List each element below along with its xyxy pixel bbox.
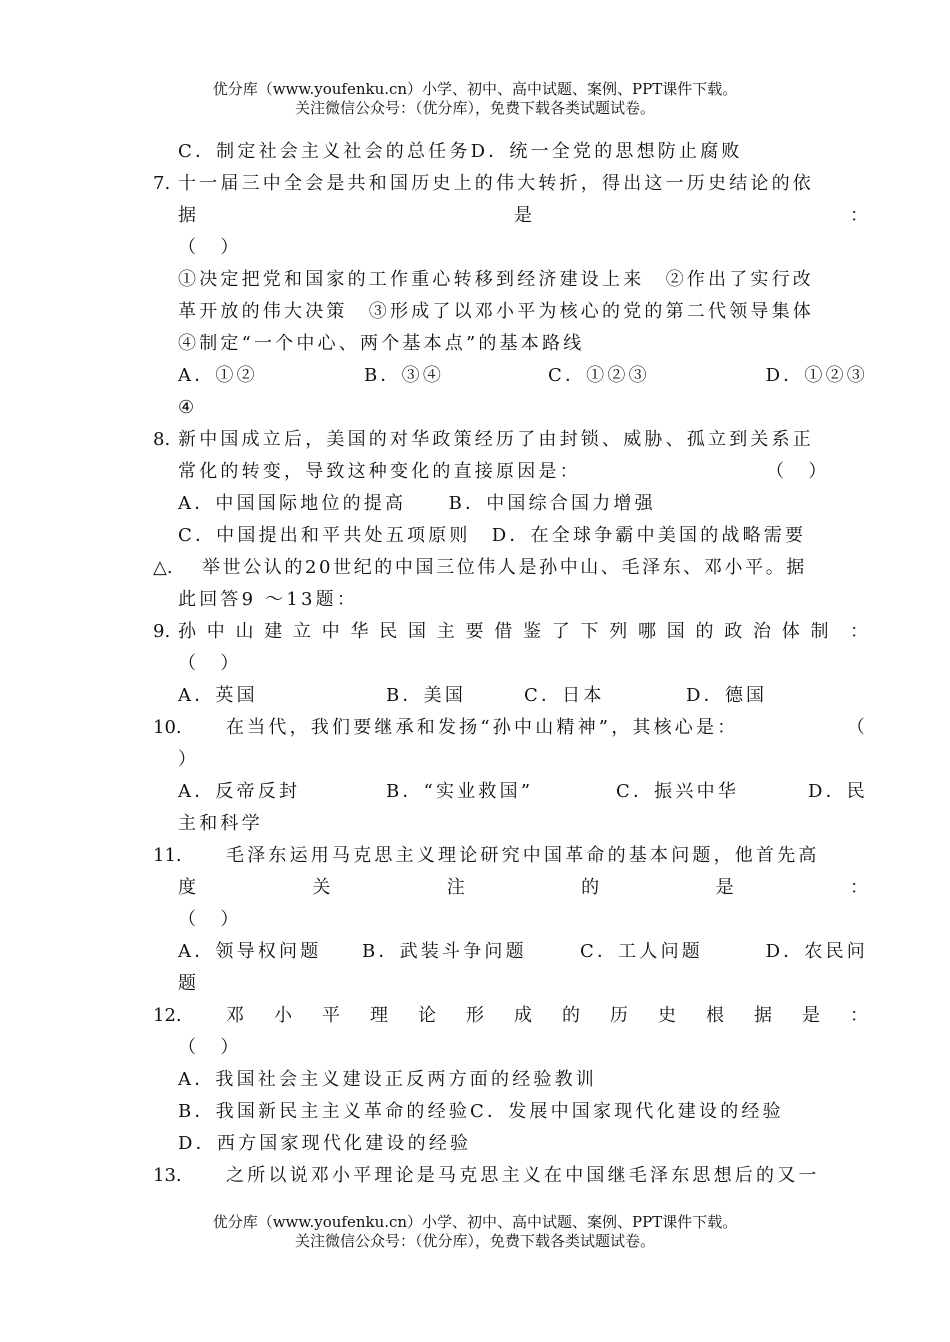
q9-option-a: A．英国 bbox=[178, 685, 258, 706]
q13-number: 13. bbox=[153, 1165, 182, 1186]
q7-stem-line1: 十一届三中全会是共和国历史上的伟大转折，得出这一历史结论的依 bbox=[178, 173, 814, 194]
q11-stem-line2: 度 关 注 的 是 ： bbox=[178, 877, 868, 898]
q7-option-d-tail: ④ bbox=[178, 397, 198, 418]
q7-option-b: B．③④ bbox=[364, 365, 445, 386]
q7-statement-1: ①决定把党和国家的工作重心转移到经济建设上来 ②作出了实行改 bbox=[178, 269, 814, 290]
q7-number: 7. bbox=[153, 173, 171, 194]
q10-option-c: C．振兴中华 bbox=[616, 781, 739, 802]
q13-stem-line1: 之所以说邓小平理论是马克思主义在中国继毛泽东思想后的又一 bbox=[226, 1165, 820, 1186]
q11-number: 11. bbox=[153, 845, 182, 866]
q11-option-d-tail: 题 bbox=[178, 973, 200, 994]
q11-option-a: A．领导权问题 bbox=[178, 941, 322, 962]
q7-answer-paren: （ ） bbox=[178, 237, 242, 258]
header-line-1: 优分库（www.youfenku.cn）小学、初中、高中试题、案例、PPT课件下载。 bbox=[212, 80, 738, 98]
q9-options bbox=[178, 680, 868, 712]
q8-number: 8. bbox=[153, 429, 171, 450]
q7-stem-line2: 据 是 ： bbox=[178, 205, 868, 226]
q7-option-d: D．①②③ bbox=[765, 365, 868, 386]
q11-option-d: D．农民问 bbox=[765, 941, 868, 962]
q8-options-cd: C．中国提出和平共处五项原则 D．在全球争霸中美国的战略需要 bbox=[178, 525, 807, 546]
q7-options bbox=[178, 360, 868, 392]
q11-answer-paren: （ ） bbox=[178, 909, 242, 930]
q6-options-cd: C．制定社会主义社会的总任务D．统一全党的思想防止腐败 bbox=[178, 141, 743, 162]
q8-stem-line1: 新中国成立后，美国的对华政策经历了由封锁、威胁、孤立到关系正 bbox=[178, 429, 814, 450]
footer-line-1: 优分库（www.youfenku.cn）小学、初中、高中试题、案例、PPT课件下载。 bbox=[212, 1213, 738, 1231]
intro-line1: 举世公认的20世纪的中国三位伟人是孙中山、毛泽东、邓小平。据 bbox=[202, 557, 807, 578]
q11-stem-line1: 毛泽东运用马克思主义理论研究中国革命的基本问题，他首先高 bbox=[226, 845, 820, 866]
q11-option-c: C．工人问题 bbox=[580, 941, 703, 962]
q7-option-c: C．①②③ bbox=[548, 365, 650, 386]
q9-answer-paren: （ ） bbox=[178, 653, 242, 674]
q11-option-b: B．武装斗争问题 bbox=[362, 941, 527, 962]
intro-line2: 此回答9 ～13题： bbox=[178, 589, 359, 610]
q9-option-d: D．德国 bbox=[686, 685, 768, 706]
q10-paren-open: （ bbox=[846, 717, 868, 738]
q9-stem: 孙 中 山 建 立 中 华 民 国 主 要 借 鉴 了 下 列 哪 国 的 政 治 体 制 ： bbox=[178, 621, 868, 642]
page-footer bbox=[0, 1213, 950, 1251]
q8-stem-line2: 常化的转变，导致这种变化的直接原因是： （ ） bbox=[178, 456, 868, 488]
q12-option-a: A．我国社会主义建设正反两方面的经验教训 bbox=[178, 1069, 597, 1090]
q8-answer-paren: （ ） bbox=[766, 461, 830, 482]
q10-option-d-tail: 主和科学 bbox=[178, 813, 263, 834]
q7-statement-2: 革开放的伟大决策 ③形成了以邓小平为核心的党的第二代领导集体 bbox=[178, 301, 814, 322]
q12-options-bc: B．我国新民主主义革命的经验C．发展中国家现代化建设的经验 bbox=[178, 1101, 784, 1122]
q8-options-ab: A．中国国际地位的提高 B．中国综合国力增强 bbox=[178, 493, 656, 514]
q12-stem: 邓 小 平 理 论 形 成 的 历 史 根 据 是 ： bbox=[226, 1005, 868, 1026]
intro-marker: △. bbox=[153, 557, 173, 578]
q10-number: 10. bbox=[153, 717, 182, 738]
q12-answer-paren: （ ） bbox=[178, 1037, 242, 1058]
page-header bbox=[0, 80, 950, 118]
q10-paren-close: ） bbox=[178, 749, 200, 770]
q12-option-d: D．西方国家现代化建设的经验 bbox=[178, 1133, 472, 1154]
q10-options bbox=[178, 776, 868, 808]
q10-stem: 在当代，我们要继承和发扬“孙中山精神”，其核心是： （ bbox=[226, 712, 868, 744]
q9-number: 9. bbox=[153, 621, 171, 642]
q10-option-d: D．民 bbox=[807, 781, 868, 802]
q7-statement-3: ④制定“一个中心、两个基本点”的基本路线 bbox=[178, 333, 585, 354]
header-line-2: 关注微信公众号：（优分库），免费下载各类试题试卷。 bbox=[294, 99, 655, 117]
q12-number: 12. bbox=[153, 1005, 182, 1026]
q11-options bbox=[178, 936, 868, 968]
q10-option-a: A．反帝反封 bbox=[178, 781, 301, 802]
q9-option-c: C．日本 bbox=[524, 685, 605, 706]
footer-line-2: 关注微信公众号：（优分库），免费下载各类试题试卷。 bbox=[294, 1232, 655, 1250]
q10-option-b: B．“实业救国” bbox=[386, 781, 534, 802]
q9-option-b: B．美国 bbox=[386, 685, 467, 706]
q7-option-a: A．①② bbox=[178, 365, 258, 386]
